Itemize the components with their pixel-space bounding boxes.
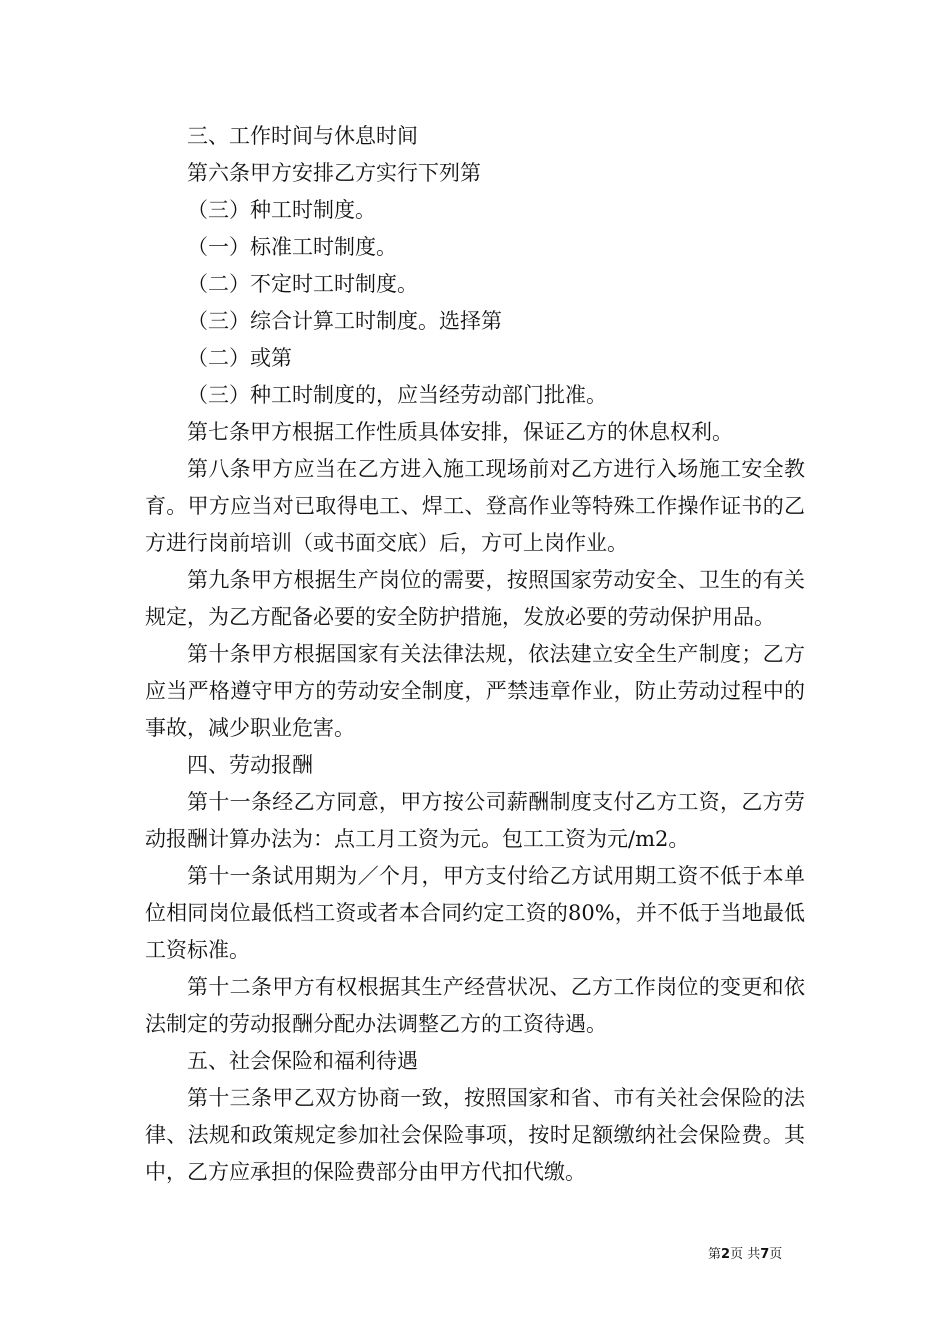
- article-10-paragraph: 第十条甲方根据国家有关法律法规，依法建立安全生产制度；乙方应当严格遵守甲方的劳动安全制度，严禁违章作业，防止劳动过程中的事故，减少职业危害。: [145, 642, 805, 740]
- article-6-paragraph: 第六条甲方安排乙方实行下列第: [187, 161, 481, 185]
- option-line: （一）标准工时制度。: [187, 235, 397, 259]
- page-footer: [708, 1246, 782, 1264]
- option-line: （三）综合计算工时制度。选择第: [187, 309, 502, 333]
- footer-suffix: 页: [769, 1247, 783, 1262]
- footer-middle: 页 共: [730, 1247, 761, 1262]
- article-7-paragraph: 第七条甲方根据工作性质具体安排，保证乙方的休息权利。: [187, 420, 733, 444]
- option-line: （二）不定时工时制度。: [187, 272, 418, 296]
- section-heading-remuneration: 四、劳动报酬: [187, 753, 313, 777]
- article-9-paragraph: 第九条甲方根据生产岗位的需要，按照国家劳动安全、卫生的有关规定，为乙方配备必要的安全防护措施，发放必要的劳动保护用品。: [145, 568, 805, 629]
- article-8-paragraph: 第八条甲方应当在乙方进入施工现场前对乙方进行入场施工安全教育。甲方应当对已取得电工、焊工、登高作业等特殊工作操作证书的乙方进行岗前培训（或书面交底）后，方可上岗作业。: [145, 457, 805, 555]
- option-line: （三）种工时制度的，应当经劳动部门批准。: [187, 383, 607, 407]
- article-11-probation-paragraph: 第十一条试用期为／个月，甲方支付给乙方试用期工资不低于本单位相同岗位最低档工资或者本合同约定工资的80%，并不低于当地最低工资标准。: [145, 864, 805, 962]
- document-body: [145, 118, 805, 1191]
- article-11-paragraph: 第十一条经乙方同意，甲方按公司薪酬制度支付乙方工资，乙方劳动报酬计算办法为：点工月工资为元。包工工资为元/m2。: [145, 790, 805, 851]
- option-line: （三）种工时制度。: [187, 198, 376, 222]
- article-13-paragraph: 第十三条甲乙双方协商一致，按照国家和省、市有关社会保险的法律、法规和政策规定参加社会保险事项，按时足额缴纳社会保险费。其中，乙方应承担的保险费部分由甲方代扣代缴。: [145, 1086, 805, 1184]
- current-page-number: 2: [721, 1247, 731, 1262]
- option-line: （二）或第: [187, 346, 292, 370]
- section-heading-social-insurance: 五、社会保险和福利待遇: [187, 1049, 418, 1073]
- total-page-number: 7: [760, 1247, 770, 1262]
- article-12-paragraph: 第十二条甲方有权根据其生产经营状况、乙方工作岗位的变更和依法制定的劳动报酬分配办法调整乙方的工资待遇。: [145, 975, 805, 1036]
- section-heading-working-hours: 三、工作时间与休息时间: [187, 124, 418, 148]
- footer-prefix: 第: [708, 1247, 722, 1262]
